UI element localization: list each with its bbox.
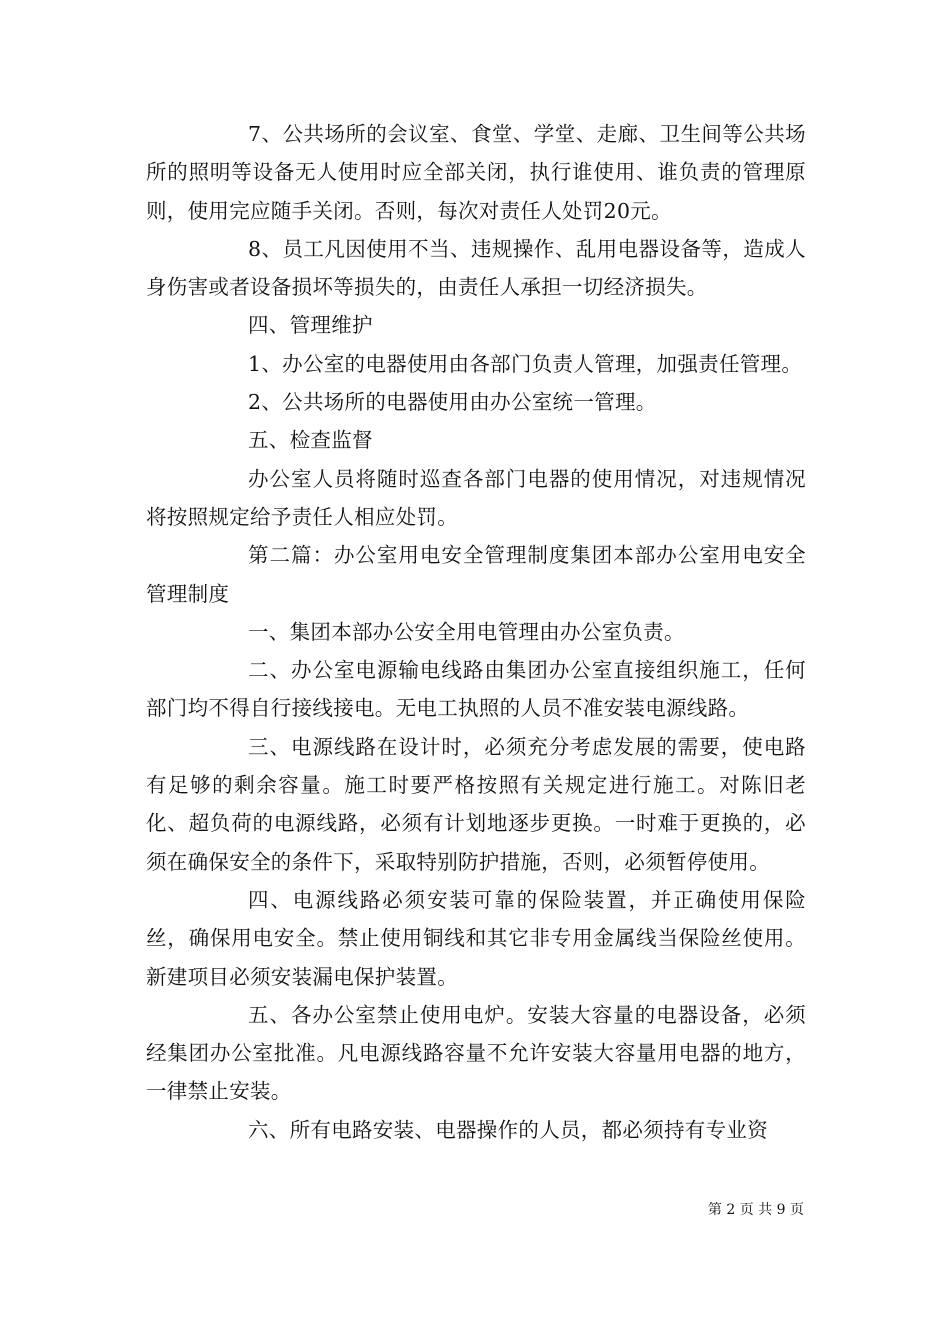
paragraph: 六、所有电路安装、电器操作的人员，都必须持有专业资 xyxy=(248,1117,768,1142)
paragraph: 五、各办公室禁止使用电炉。安装大容量的电器设备，必须经集团办公室批准。凡电源线路容量不允许安装大容量用电器的地方，一律禁止安装。 xyxy=(146,1002,806,1104)
section-heading: 五、检查监督 xyxy=(248,428,373,453)
page-number: 第 2 页 共 9 页 xyxy=(707,1202,804,1218)
paragraph: 2、公共场所的电器使用由办公室统一管理。 xyxy=(248,390,657,415)
paragraph: 一、集团本部办公安全用电管理由办公室负责。 xyxy=(248,619,685,644)
document-body xyxy=(146,115,806,1149)
paragraph: 办公室人员将随时巡查各部门电器的使用情况，对违规情况将按照规定给予责任人相应处罚。 xyxy=(146,466,806,529)
paragraph: 8、员工凡因使用不当、违规操作、乱用电器设备等，造成人身伤害或者设备损坏等损失的，由责任人承担一切经济损失。 xyxy=(146,236,806,300)
section-heading: 四、管理维护 xyxy=(248,313,373,338)
paragraph: 1、办公室的电器使用由各部门负责人管理，加强责任管理。 xyxy=(248,351,803,376)
chapter-heading: 第二篇：办公室用电安全管理制度集团本部办公室用电安全管理制度 xyxy=(146,543,806,606)
paragraph: 二、办公室电源输电线路由集团办公室直接组织施工，任何部门均不得自行接线接电。无电工执照的人员不准安装电源线路。 xyxy=(146,658,806,721)
paragraph: 7、公共场所的会议室、食堂、学堂、走廊、卫生间等公共场所的照明等设备无人使用时应全部关闭，执行谁使用、谁负责的管理原则，使用完应随手关闭。否则，每次对责任人处罚20元。 xyxy=(146,122,806,223)
paragraph: 四、电源线路必须安装可靠的保险装置，并正确使用保险丝，确保用电安全。禁止使用铜线和其它非专用金属线当保险丝使用。新建项目必须安装漏电保护装置。 xyxy=(146,887,806,989)
paragraph: 三、电源线路在设计时，必须充分考虑发展的需要，使电路有足够的剩余容量。施工时要严格按照有关规定进行施工。对陈旧老化、超负荷的电源线路，必须有计划地逐步更换。一时难于更换的，必须在确保安全的条件下，采取特别防护措施，否则，必须暂停使用。 xyxy=(146,734,806,874)
